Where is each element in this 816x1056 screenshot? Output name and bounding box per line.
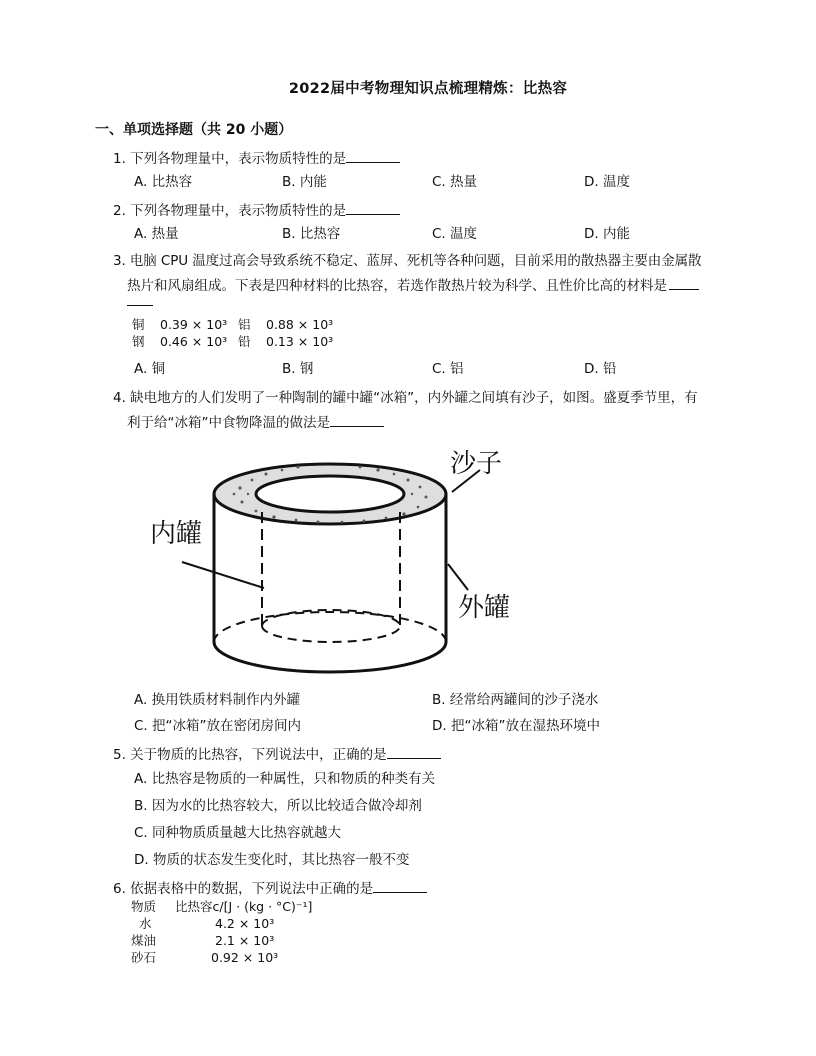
question-5-stem: 5. 关于物质的比热容，下列说法中，正确的是 — [113, 747, 387, 763]
q3-option-a: A. 铜 — [134, 361, 166, 377]
q1-option-d: D. 温度 — [584, 174, 630, 190]
table-row: 钢 0.46 × 10³ 铅 0.13 × 10³ — [132, 334, 334, 349]
question-5 — [113, 743, 441, 763]
answer-blank — [346, 150, 400, 163]
q4-option-a: A. 换用铁质材料制作内外罐 — [134, 692, 301, 708]
sand-label: 沙子 — [450, 449, 503, 479]
table-row: 砂石 0.92 × 10³ — [131, 950, 279, 965]
answer-blank — [387, 746, 441, 759]
outer-leader-line — [448, 564, 468, 590]
q3-option-b: B. 钢 — [282, 361, 314, 377]
answer-blank — [669, 277, 699, 290]
question-4-line-2: 利于给“冰箱”中食物降温的做法是 — [127, 411, 384, 431]
q1-option-a: A. 比热容 — [134, 174, 193, 190]
table-header-row: 物质 比热容c/[J · (kg · °C)⁻¹] — [131, 899, 313, 914]
q2-option-c: C. 温度 — [432, 226, 478, 242]
specific-heat-table — [132, 316, 333, 350]
q2-option-b: B. 比热容 — [282, 226, 341, 242]
q2-option-d: D. 内能 — [584, 226, 630, 242]
answer-blank — [330, 414, 384, 427]
q5-option-b: B. 因为水的比热容较大，所以比较适合做冷却剂 — [134, 798, 422, 814]
table-row: 铜 0.39 × 10³ 铝 0.88 × 10³ — [132, 317, 334, 332]
q5-option-c: C. 同种物质质量越大比热容就越大 — [134, 825, 342, 841]
outer-jar-label: 外罐 — [458, 593, 511, 623]
page-title: 2022届中考物理知识点梳理精炼：比热容 — [288, 81, 568, 97]
jar-in-jar-figure — [150, 430, 530, 680]
answer-blank-continued — [127, 293, 153, 310]
question-1 — [113, 147, 400, 167]
inner-jar-bottom — [262, 626, 400, 642]
q3-option-c: C. 铝 — [432, 361, 464, 377]
question-3-line-2: 热片和风扇组成。下表是四种材料的比热容，若选作散热片较为科学、且性价比高的材料是 — [127, 274, 699, 294]
q2-option-a: A. 热量 — [134, 226, 179, 242]
question-1-stem: 1. 下列各物理量中，表示物质特性的是 — [113, 151, 347, 167]
substance-heat-table — [131, 898, 312, 966]
outer-jar-bottom-hidden — [214, 612, 446, 642]
q1-option-b: B. 内能 — [282, 174, 327, 190]
inner-jar-label: 内罐 — [150, 519, 203, 549]
section-heading: 一、单项选择题（共 20 小题） — [95, 122, 293, 138]
q4-option-d: D. 把“冰箱”放在湿热环境中 — [432, 718, 600, 734]
q5-option-a: A. 比热容是物质的一种属性，只和物质的种类有关 — [134, 771, 436, 787]
q4-option-c: C. 把“冰箱”放在密闭房间内 — [134, 718, 301, 734]
inner-leader-line — [182, 562, 264, 588]
question-2-stem: 2. 下列各物理量中，表示物质特性的是 — [113, 203, 347, 219]
table-row: 水 4.2 × 10³ — [139, 916, 275, 931]
question-4-line-1: 4. 缺电地方的人们发明了一种陶制的罐中罐“冰箱”，内外罐之间填有沙子，如图。盛夏季节里，有 — [113, 390, 698, 406]
answer-blank — [373, 880, 427, 893]
q1-option-c: C. 热量 — [432, 174, 478, 190]
table-row: 煤油 2.1 × 10³ — [131, 933, 275, 948]
inner-jar-rim — [256, 476, 404, 512]
answer-blank — [346, 202, 400, 215]
q5-option-d: D. 物质的状态发生变化时，其比热容一般不变 — [134, 852, 410, 868]
q4-option-b: B. 经常给两罐间的沙子浇水 — [432, 692, 599, 708]
question-3-line-1: 3. 电脑 CPU 温度过高会导致系统不稳定、蓝屏、死机等各种问题，目前采用的散热器主要由金属散 — [113, 253, 702, 269]
q3-option-d: D. 铅 — [584, 361, 617, 377]
question-6 — [113, 877, 427, 897]
question-6-stem: 6. 依据表格中的数据，下列说法中正确的是 — [113, 881, 374, 897]
outer-jar-bottom — [214, 642, 446, 672]
question-2 — [113, 199, 400, 219]
